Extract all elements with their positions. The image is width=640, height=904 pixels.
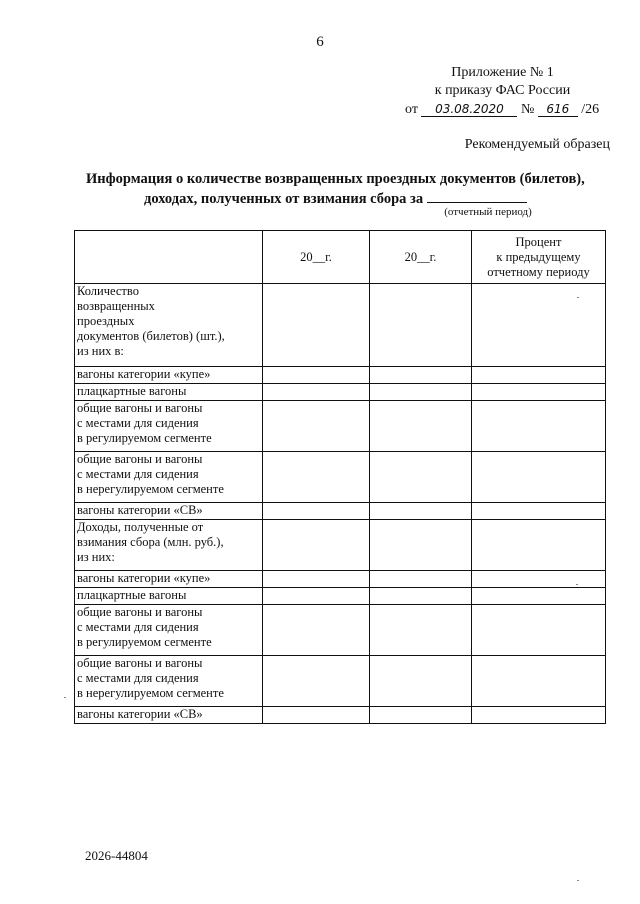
- document-code: 2026-44804: [85, 848, 148, 863]
- table-row: [75, 503, 606, 520]
- row-label-cell: общие вагоны и вагоны с местами для сидения в регулируемом сегменте: [75, 605, 263, 656]
- value-cell-percent[interactable]: [472, 588, 606, 605]
- report-table: [74, 230, 606, 724]
- row-label-cell: общие вагоны и вагоны с местами для сидения в нерегулируемом сегменте: [75, 452, 263, 503]
- value-cell-year2[interactable]: [370, 588, 472, 605]
- period-blank-field: [427, 189, 527, 203]
- appendix-order-ref: к приказу ФАС России: [434, 83, 571, 98]
- value-cell-year1[interactable]: [263, 588, 370, 605]
- row-label-cell: вагоны категории «СВ»: [75, 707, 263, 724]
- header-cell-year2: 20__г.: [370, 231, 472, 284]
- row-label-cell: общие вагоны и вагоны с местами для сидения в нерегулируемом сегменте: [75, 656, 263, 707]
- header-cell-label: [75, 231, 263, 284]
- value-cell-year1[interactable]: [263, 284, 370, 367]
- row-label-cell: Доходы, полученные от взимания сбора (млн. руб.), из них:: [75, 520, 263, 571]
- value-cell-percent[interactable]: [472, 571, 606, 588]
- row-label-cell: плацкартные вагоны: [75, 588, 263, 605]
- table-row: [75, 367, 606, 384]
- table-row: [75, 401, 606, 452]
- order-date-handwritten: 03.08.2020: [421, 102, 517, 117]
- row-label-cell: вагоны категории «купе»: [75, 571, 263, 588]
- scan-speck: [64, 697, 66, 698]
- appendix-title: Приложение № 1: [451, 65, 554, 80]
- value-cell-percent[interactable]: [472, 656, 606, 707]
- value-cell-year2[interactable]: [370, 384, 472, 401]
- value-cell-percent[interactable]: [472, 605, 606, 656]
- order-number-handwritten: 616: [538, 102, 578, 117]
- value-cell-percent[interactable]: [472, 503, 606, 520]
- value-cell-percent[interactable]: [472, 520, 606, 571]
- value-cell-year2[interactable]: [370, 367, 472, 384]
- value-cell-year1[interactable]: [263, 605, 370, 656]
- order-date-prefix: от: [405, 102, 418, 117]
- value-cell-year2[interactable]: [370, 284, 472, 367]
- value-cell-percent[interactable]: [472, 367, 606, 384]
- row-label-cell: вагоны категории «купе»: [75, 367, 263, 384]
- value-cell-year2[interactable]: [370, 520, 472, 571]
- period-caption: (отчетный период): [444, 206, 532, 218]
- document-title-line2-text: доходах, полученных от взимания сбора за: [144, 191, 424, 207]
- row-label-cell: плацкартные вагоны: [75, 384, 263, 401]
- document-title-line1: Информация о количестве возвращенных проездных документов (билетов),: [86, 171, 585, 187]
- sample-label: Рекомендуемый образец: [464, 137, 610, 152]
- value-cell-year2[interactable]: [370, 452, 472, 503]
- scan-speck: [577, 880, 579, 881]
- header-cell-year1: 20__г.: [263, 231, 370, 284]
- value-cell-year1[interactable]: [263, 520, 370, 571]
- header-cell-percent: Процент к предыдущему отчетному периоду: [472, 231, 606, 284]
- scan-speck: [576, 584, 578, 585]
- appendix-order-details: [405, 101, 615, 119]
- row-label-cell: вагоны категории «СВ»: [75, 503, 263, 520]
- value-cell-year1[interactable]: [263, 384, 370, 401]
- table-row: [75, 384, 606, 401]
- value-cell-year1[interactable]: [263, 503, 370, 520]
- row-label-cell: Количество возвращенных проездных документов (билетов) (шт.), из них в:: [75, 284, 263, 367]
- value-cell-percent[interactable]: [472, 284, 606, 367]
- value-cell-percent[interactable]: [472, 401, 606, 452]
- value-cell-year2[interactable]: [370, 605, 472, 656]
- value-cell-year2[interactable]: [370, 503, 472, 520]
- value-cell-percent[interactable]: [472, 707, 606, 724]
- table-row: [75, 452, 606, 503]
- table-row: [75, 520, 606, 571]
- value-cell-year2[interactable]: [370, 401, 472, 452]
- table-header-row: [75, 231, 606, 284]
- scan-speck: [577, 297, 579, 298]
- table-row: [75, 656, 606, 707]
- order-number-label: №: [520, 102, 535, 117]
- value-cell-year1[interactable]: [263, 656, 370, 707]
- value-cell-year1[interactable]: [263, 571, 370, 588]
- row-label-cell: общие вагоны и вагоны с местами для сидения в регулируемом сегменте: [75, 401, 263, 452]
- value-cell-year2[interactable]: [370, 707, 472, 724]
- order-number-suffix: /26: [581, 102, 600, 117]
- value-cell-year2[interactable]: [370, 656, 472, 707]
- table-row: [75, 571, 606, 588]
- value-cell-percent[interactable]: [472, 384, 606, 401]
- value-cell-year1[interactable]: [263, 452, 370, 503]
- page-number: 6: [316, 34, 324, 50]
- table-row: [75, 588, 606, 605]
- table-row: [75, 605, 606, 656]
- value-cell-year1[interactable]: [263, 367, 370, 384]
- value-cell-year1[interactable]: [263, 401, 370, 452]
- value-cell-year2[interactable]: [370, 571, 472, 588]
- table-row: [75, 284, 606, 367]
- value-cell-percent[interactable]: [472, 452, 606, 503]
- table-row: [75, 707, 606, 724]
- value-cell-year1[interactable]: [263, 707, 370, 724]
